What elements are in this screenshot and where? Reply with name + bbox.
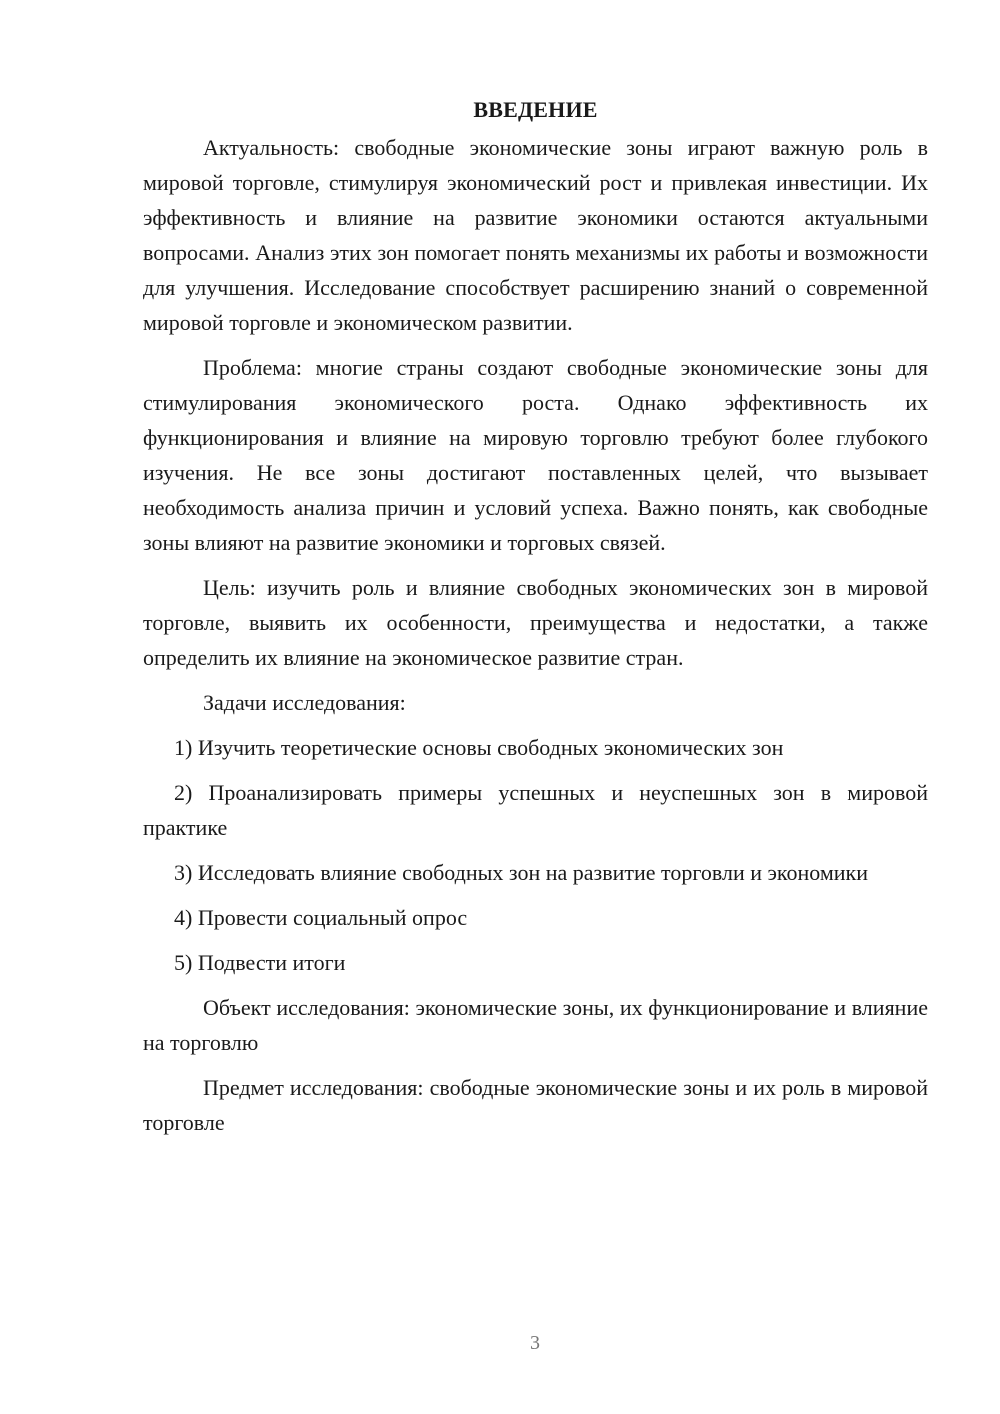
paragraph-problem: Проблема: многие страны создают свободные экономические зоны для стимулирования экономического роста. Однако эффективность их функционирования и влияние на мировую торговлю требуют более глубокого изучения. Не все зоны достигают поставленных целей, что вызывает необходимость анализа причин и условий успеха. Важно понять, как свободные зоны влияют на развитие экономики и торговых связей.	[143, 355, 928, 555]
list-item: 3) Исследовать влияние свободных зон на развитие торговли и экономики	[174, 860, 869, 885]
page-number: 3	[530, 1332, 540, 1354]
list-item: 5) Подвести итоги	[174, 950, 346, 975]
page-title: ВВЕДЕНИЕ	[473, 97, 598, 122]
list-item: 1) Изучить теоретические основы свободных экономических зон	[174, 735, 784, 760]
tasks-list	[143, 730, 928, 980]
paragraph-goal: Цель: изучить роль и влияние свободных экономических зон в мировой торговле, выявить их особенности, преимущества и недостатки, а также определить их влияние на экономическое развитие стран.	[143, 575, 928, 670]
list-item: 2) Проанализировать примеры успешных и неуспешных зон в мировой практике	[143, 780, 928, 840]
paragraph-relevance: Актуальность: свободные экономические зоны играют важную роль в мировой торговле, стимулируя экономический рост и привлекая инвестиции. Их эффективность и влияние на развитие экономики остаются актуальными вопросами. Анализ этих зон помогает понять механизмы их работы и возможности для улучшения. Исследование способствует расширению знаний о современной мировой торговле и экономическом развитии.	[143, 135, 928, 335]
document-page	[143, 90, 928, 1150]
paragraph-subject: Предмет исследования: свободные экономические зоны и их роль в мировой торговле	[143, 1075, 928, 1135]
tasks-heading: Задачи исследования:	[203, 690, 406, 715]
paragraph-object: Объект исследования: экономические зоны, их функционирование и влияние на торговлю	[143, 995, 928, 1055]
list-item: 4) Провести социальный опрос	[174, 905, 468, 930]
